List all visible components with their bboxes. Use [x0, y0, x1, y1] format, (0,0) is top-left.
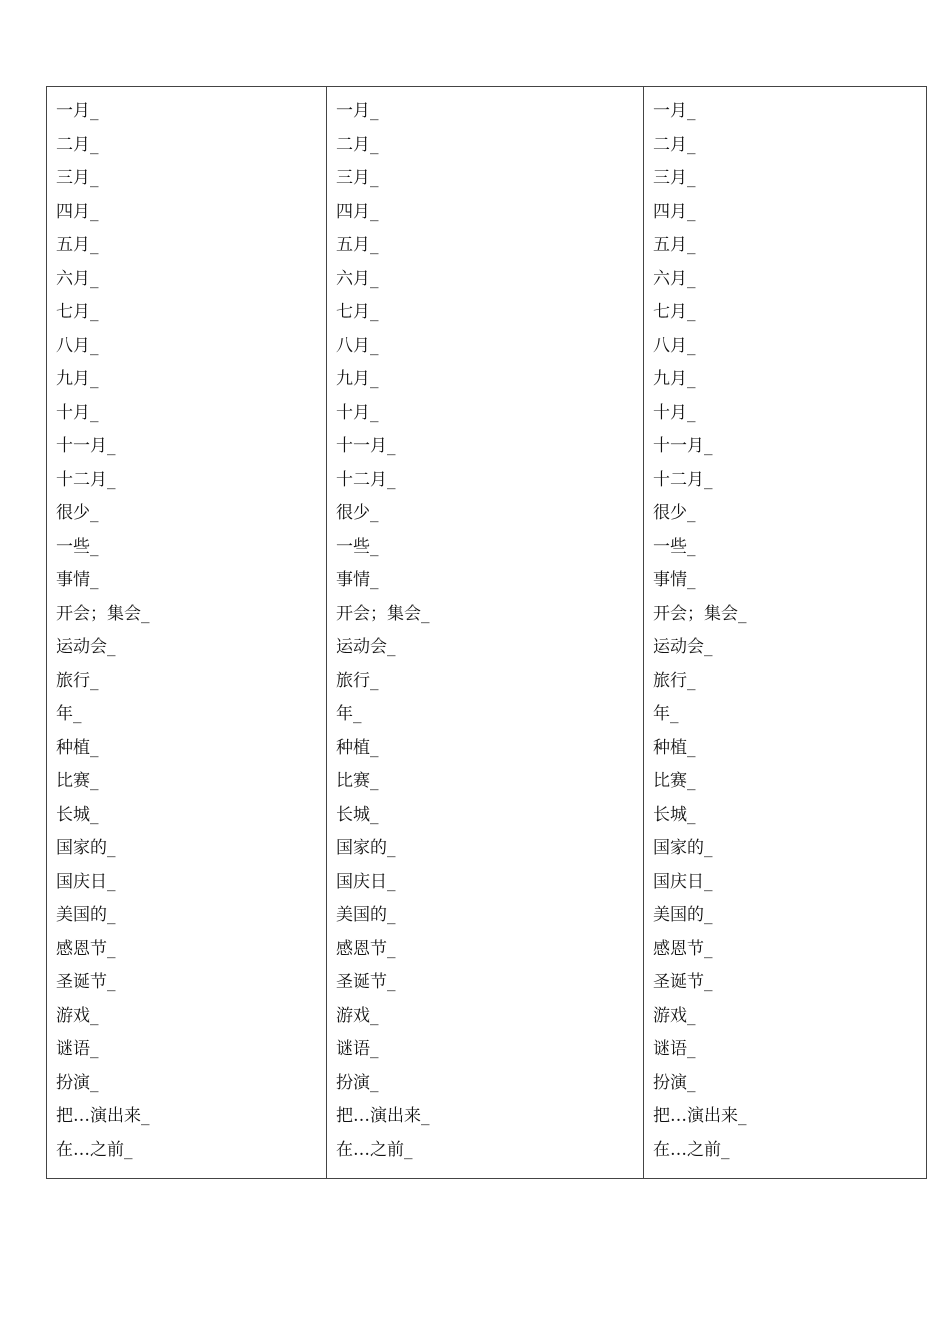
vocab-term: 旅行 [56, 670, 90, 691]
vocab-term: 事情 [336, 570, 370, 590]
vocab-term: 七月 [653, 302, 687, 322]
vocab-entry [336, 263, 643, 297]
vocab-term: 四月 [336, 201, 370, 222]
vocab-term: 很少 [653, 503, 687, 523]
vocab-term: 运动会 [56, 637, 107, 657]
vocab-term: 二月 [56, 134, 90, 155]
vocab-term: 十月 [336, 402, 370, 423]
answer-blank: _ [370, 134, 379, 155]
answer-blank: _ [370, 536, 379, 557]
vocab-entry [653, 866, 926, 900]
vocab-entry [336, 732, 643, 766]
vocab-term: 事情 [653, 570, 687, 590]
vocab-term: 十一月 [653, 436, 704, 456]
vocab-entry [653, 732, 926, 766]
vocab-term: 谜语 [336, 1039, 370, 1059]
answer-blank: _ [90, 402, 99, 423]
answer-blank: _ [370, 737, 379, 758]
vocab-entry [336, 933, 643, 967]
vocab-entry [336, 799, 643, 833]
vocab-entry [653, 698, 926, 732]
answer-blank: _ [704, 436, 713, 456]
vocab-term: 在…之前 [56, 1139, 124, 1160]
vocab-entry [56, 263, 326, 297]
answer-blank: _ [107, 938, 116, 959]
answer-blank: _ [738, 603, 747, 624]
vocab-entry [56, 464, 326, 498]
vocab-term: 九月 [56, 369, 90, 389]
vocab-term: 谜语 [653, 1039, 687, 1059]
vocab-entry [56, 564, 326, 598]
answer-blank: _ [141, 603, 150, 624]
answer-blank: _ [687, 737, 696, 758]
answer-blank: _ [107, 469, 116, 490]
answer-blank: _ [670, 704, 679, 724]
vocab-entry [336, 966, 643, 1000]
answer-blank: _ [370, 503, 379, 523]
vocab-term: 种植 [56, 737, 90, 758]
vocab-entry [56, 933, 326, 967]
answer-blank: _ [370, 335, 379, 356]
answer-blank: _ [370, 670, 379, 691]
answer-blank: _ [124, 1139, 133, 1160]
answer-blank: _ [370, 369, 379, 389]
vocab-entry [653, 296, 926, 330]
vocab-term: 四月 [56, 201, 90, 222]
answer-blank: _ [687, 1072, 696, 1093]
answer-blank: _ [107, 905, 116, 925]
vocab-entry [56, 397, 326, 431]
vocab-entry [653, 832, 926, 866]
answer-blank: _ [704, 838, 713, 858]
vocab-entry [56, 732, 326, 766]
vocab-entry [56, 1067, 326, 1101]
vocab-entry [653, 598, 926, 632]
answer-blank: _ [704, 871, 713, 892]
vocab-entry [56, 330, 326, 364]
answer-blank: _ [107, 972, 116, 992]
answer-blank: _ [387, 637, 396, 657]
vocab-term: 种植 [653, 737, 687, 758]
vocab-term: 国家的 [56, 838, 107, 858]
vocab-term: 八月 [56, 335, 90, 356]
vocab-term: 二月 [653, 134, 687, 155]
answer-blank: _ [90, 235, 99, 255]
answer-blank: _ [687, 804, 696, 825]
vocab-entry [653, 95, 926, 129]
vocab-entry [56, 229, 326, 263]
vocab-entry [336, 162, 643, 196]
answer-blank: _ [704, 637, 713, 657]
vocab-entry [653, 531, 926, 565]
vocab-entry [653, 899, 926, 933]
answer-blank: _ [370, 235, 379, 255]
answer-blank: _ [687, 1039, 696, 1059]
vocab-entry [56, 430, 326, 464]
vocab-term: 游戏 [56, 1005, 90, 1026]
answer-blank: _ [370, 1039, 379, 1059]
answer-blank: _ [687, 134, 696, 155]
vocab-entry [653, 129, 926, 163]
answer-blank: _ [90, 771, 99, 791]
vocab-entry [653, 363, 926, 397]
answer-blank: _ [90, 804, 99, 825]
vocab-term: 国庆日 [653, 871, 704, 892]
vocab-entry [653, 497, 926, 531]
vocab-term: 很少 [56, 503, 90, 523]
vocab-term: 一些 [653, 536, 687, 557]
vocab-term: 三月 [56, 168, 90, 188]
answer-blank: _ [90, 1039, 99, 1059]
answer-blank: _ [73, 704, 82, 724]
answer-blank: _ [90, 302, 99, 322]
answer-blank: _ [387, 972, 396, 992]
vocab-term: 六月 [653, 268, 687, 289]
vocab-term: 十二月 [56, 469, 107, 490]
vocab-term: 旅行 [653, 670, 687, 691]
answer-blank: _ [370, 201, 379, 222]
vocab-term: 五月 [336, 235, 370, 255]
vocab-term: 国家的 [653, 838, 704, 858]
vocab-term: 美国的 [653, 905, 704, 925]
vocab-term: 九月 [653, 369, 687, 389]
vocab-entry [336, 129, 643, 163]
vocab-term: 年 [56, 704, 73, 724]
answer-blank: _ [90, 101, 99, 121]
vocab-entry [336, 765, 643, 799]
vocab-term: 一些 [336, 536, 370, 557]
vocab-entry [56, 1000, 326, 1034]
vocab-entry [56, 698, 326, 732]
answer-blank: _ [90, 369, 99, 389]
answer-blank: _ [421, 603, 430, 624]
vocab-entry [653, 196, 926, 230]
vocab-entry [56, 665, 326, 699]
vocab-entry [653, 765, 926, 799]
vocab-entry [653, 1067, 926, 1101]
answer-blank: _ [387, 838, 396, 858]
answer-blank: _ [90, 536, 99, 557]
answer-blank: _ [421, 1106, 430, 1126]
vocab-entry [336, 95, 643, 129]
vocab-term: 国庆日 [336, 871, 387, 892]
answer-blank: _ [370, 771, 379, 791]
answer-blank: _ [370, 570, 379, 590]
answer-blank: _ [90, 1005, 99, 1026]
answer-blank: _ [90, 1072, 99, 1093]
vocab-entry [653, 430, 926, 464]
vocab-term: 五月 [653, 235, 687, 255]
vocab-term: 长城 [653, 804, 687, 825]
vocab-term: 很少 [336, 503, 370, 523]
vocab-term: 开会；集会 [336, 603, 421, 624]
vocab-term: 把…演出来 [653, 1106, 738, 1126]
vocab-entry [56, 832, 326, 866]
answer-blank: _ [107, 637, 116, 657]
vocab-term: 扮演 [336, 1072, 370, 1093]
vocab-term: 圣诞节 [336, 972, 387, 992]
answer-blank: _ [90, 670, 99, 691]
vocab-term: 八月 [336, 335, 370, 356]
vocab-entry [653, 162, 926, 196]
vocab-term: 比赛 [653, 771, 687, 791]
answer-blank: _ [370, 268, 379, 289]
vocab-entry [336, 1033, 643, 1067]
answer-blank: _ [353, 704, 362, 724]
vocab-term: 美国的 [336, 905, 387, 925]
vocab-entry [336, 296, 643, 330]
answer-blank: _ [687, 268, 696, 289]
vocab-entry [56, 598, 326, 632]
answer-blank: _ [387, 436, 396, 456]
answer-blank: _ [687, 670, 696, 691]
vocab-term: 运动会 [336, 637, 387, 657]
vocab-entry [56, 765, 326, 799]
vocab-entry [56, 95, 326, 129]
vocab-term: 比赛 [56, 771, 90, 791]
vocab-entry [653, 665, 926, 699]
vocab-term: 圣诞节 [653, 972, 704, 992]
vocab-entry [336, 899, 643, 933]
vocab-entry [56, 1100, 326, 1134]
vocab-entry [56, 1134, 326, 1168]
vocab-term: 十一月 [336, 436, 387, 456]
answer-blank: _ [370, 168, 379, 188]
vocab-entry [653, 1000, 926, 1034]
vocab-term: 一月 [653, 101, 687, 121]
vocab-entry [336, 698, 643, 732]
vocab-term: 感恩节 [336, 938, 387, 959]
answer-blank: _ [687, 302, 696, 322]
answer-blank: _ [704, 469, 713, 490]
vocab-entry [336, 1134, 643, 1168]
answer-blank: _ [687, 536, 696, 557]
vocab-term: 把…演出来 [56, 1106, 141, 1126]
vocab-entry [336, 1000, 643, 1034]
vocab-term: 一些 [56, 536, 90, 557]
answer-blank: _ [387, 938, 396, 959]
vocab-entry [653, 263, 926, 297]
vocab-term: 国庆日 [56, 871, 107, 892]
vocab-entry [56, 899, 326, 933]
vocab-term: 十二月 [336, 469, 387, 490]
vocabulary-worksheet-table [46, 86, 927, 1179]
vocab-term: 六月 [56, 268, 90, 289]
answer-blank: _ [90, 335, 99, 356]
vocab-term: 比赛 [336, 771, 370, 791]
answer-blank: _ [687, 1005, 696, 1026]
vocab-entry [336, 497, 643, 531]
vocab-entry [653, 933, 926, 967]
vocab-term: 五月 [56, 235, 90, 255]
vocab-term: 旅行 [336, 670, 370, 691]
answer-blank: _ [404, 1139, 413, 1160]
vocab-term: 十二月 [653, 469, 704, 490]
answer-blank: _ [687, 168, 696, 188]
vocab-term: 扮演 [653, 1072, 687, 1093]
vocab-entry [653, 1033, 926, 1067]
vocab-entry [56, 799, 326, 833]
vocab-term: 谜语 [56, 1039, 90, 1059]
vocab-term: 运动会 [653, 637, 704, 657]
answer-blank: _ [687, 369, 696, 389]
answer-blank: _ [387, 469, 396, 490]
answer-blank: _ [370, 302, 379, 322]
vocab-term: 事情 [56, 570, 90, 590]
vocab-term: 开会；集会 [653, 603, 738, 624]
vocab-term: 把…演出来 [336, 1106, 421, 1126]
answer-blank: _ [90, 168, 99, 188]
vocab-term: 美国的 [56, 905, 107, 925]
vocab-entry [336, 464, 643, 498]
vocab-entry [653, 799, 926, 833]
answer-blank: _ [387, 905, 396, 925]
vocab-entry [56, 531, 326, 565]
answer-blank: _ [370, 101, 379, 121]
answer-blank: _ [90, 268, 99, 289]
vocab-entry [56, 363, 326, 397]
worksheet-column-2 [326, 87, 643, 1178]
vocab-term: 九月 [336, 369, 370, 389]
vocab-term: 感恩节 [653, 938, 704, 959]
answer-blank: _ [687, 771, 696, 791]
vocab-entry [336, 531, 643, 565]
vocab-term: 七月 [56, 302, 90, 322]
vocab-entry [56, 129, 326, 163]
vocab-term: 在…之前 [336, 1139, 404, 1160]
worksheet-column-3 [643, 87, 926, 1178]
vocab-entry [653, 464, 926, 498]
vocab-entry [336, 1100, 643, 1134]
answer-blank: _ [90, 134, 99, 155]
vocab-entry [336, 330, 643, 364]
vocab-entry [56, 1033, 326, 1067]
vocab-entry [56, 162, 326, 196]
answer-blank: _ [90, 503, 99, 523]
vocab-entry [653, 966, 926, 1000]
vocab-term: 年 [336, 704, 353, 724]
vocab-term: 感恩节 [56, 938, 107, 959]
answer-blank: _ [704, 938, 713, 959]
answer-blank: _ [141, 1106, 150, 1126]
answer-blank: _ [107, 871, 116, 892]
answer-blank: _ [387, 871, 396, 892]
vocab-entry [336, 196, 643, 230]
vocab-term: 七月 [336, 302, 370, 322]
vocab-entry [336, 1067, 643, 1101]
vocab-term: 十一月 [56, 436, 107, 456]
answer-blank: _ [90, 570, 99, 590]
vocab-entry [653, 229, 926, 263]
vocab-entry [336, 397, 643, 431]
answer-blank: _ [107, 838, 116, 858]
answer-blank: _ [687, 570, 696, 590]
vocab-entry [336, 363, 643, 397]
vocab-term: 游戏 [336, 1005, 370, 1026]
vocab-entry [653, 631, 926, 665]
vocab-term: 游戏 [653, 1005, 687, 1026]
vocab-entry [336, 631, 643, 665]
vocab-term: 圣诞节 [56, 972, 107, 992]
vocab-entry [56, 196, 326, 230]
answer-blank: _ [687, 335, 696, 356]
vocab-entry [336, 665, 643, 699]
vocab-entry [336, 832, 643, 866]
vocab-term: 一月 [336, 101, 370, 121]
answer-blank: _ [90, 201, 99, 222]
vocab-term: 十月 [653, 402, 687, 423]
answer-blank: _ [704, 972, 713, 992]
vocab-entry [56, 631, 326, 665]
vocab-term: 四月 [653, 201, 687, 222]
answer-blank: _ [370, 1072, 379, 1093]
vocab-term: 六月 [336, 268, 370, 289]
answer-blank: _ [687, 101, 696, 121]
vocab-entry [653, 564, 926, 598]
vocab-entry [653, 330, 926, 364]
vocab-term: 十月 [56, 402, 90, 423]
answer-blank: _ [107, 436, 116, 456]
answer-blank: _ [687, 503, 696, 523]
vocab-term: 开会；集会 [56, 603, 141, 624]
vocab-entry [336, 866, 643, 900]
vocab-term: 长城 [56, 804, 90, 825]
vocab-entry [56, 296, 326, 330]
vocab-entry [653, 1134, 926, 1168]
vocab-entry [56, 497, 326, 531]
vocab-entry [56, 966, 326, 1000]
vocab-term: 种植 [336, 737, 370, 758]
vocab-entry [336, 430, 643, 464]
vocab-term: 三月 [653, 168, 687, 188]
answer-blank: _ [721, 1139, 730, 1160]
answer-blank: _ [687, 235, 696, 255]
vocab-entry [653, 397, 926, 431]
answer-blank: _ [370, 804, 379, 825]
worksheet-column-1 [47, 87, 326, 1178]
vocab-entry [336, 598, 643, 632]
answer-blank: _ [704, 905, 713, 925]
vocab-term: 八月 [653, 335, 687, 356]
answer-blank: _ [370, 1005, 379, 1026]
answer-blank: _ [90, 737, 99, 758]
vocab-term: 二月 [336, 134, 370, 155]
answer-blank: _ [687, 201, 696, 222]
vocab-entry [336, 564, 643, 598]
vocab-term: 长城 [336, 804, 370, 825]
vocab-entry [653, 1100, 926, 1134]
vocab-term: 年 [653, 704, 670, 724]
vocab-entry [56, 866, 326, 900]
vocab-term: 扮演 [56, 1072, 90, 1093]
vocab-term: 国家的 [336, 838, 387, 858]
vocab-entry [336, 229, 643, 263]
vocab-term: 在…之前 [653, 1139, 721, 1160]
answer-blank: _ [738, 1106, 747, 1126]
answer-blank: _ [687, 402, 696, 423]
vocab-term: 一月 [56, 101, 90, 121]
vocab-term: 三月 [336, 168, 370, 188]
answer-blank: _ [370, 402, 379, 423]
